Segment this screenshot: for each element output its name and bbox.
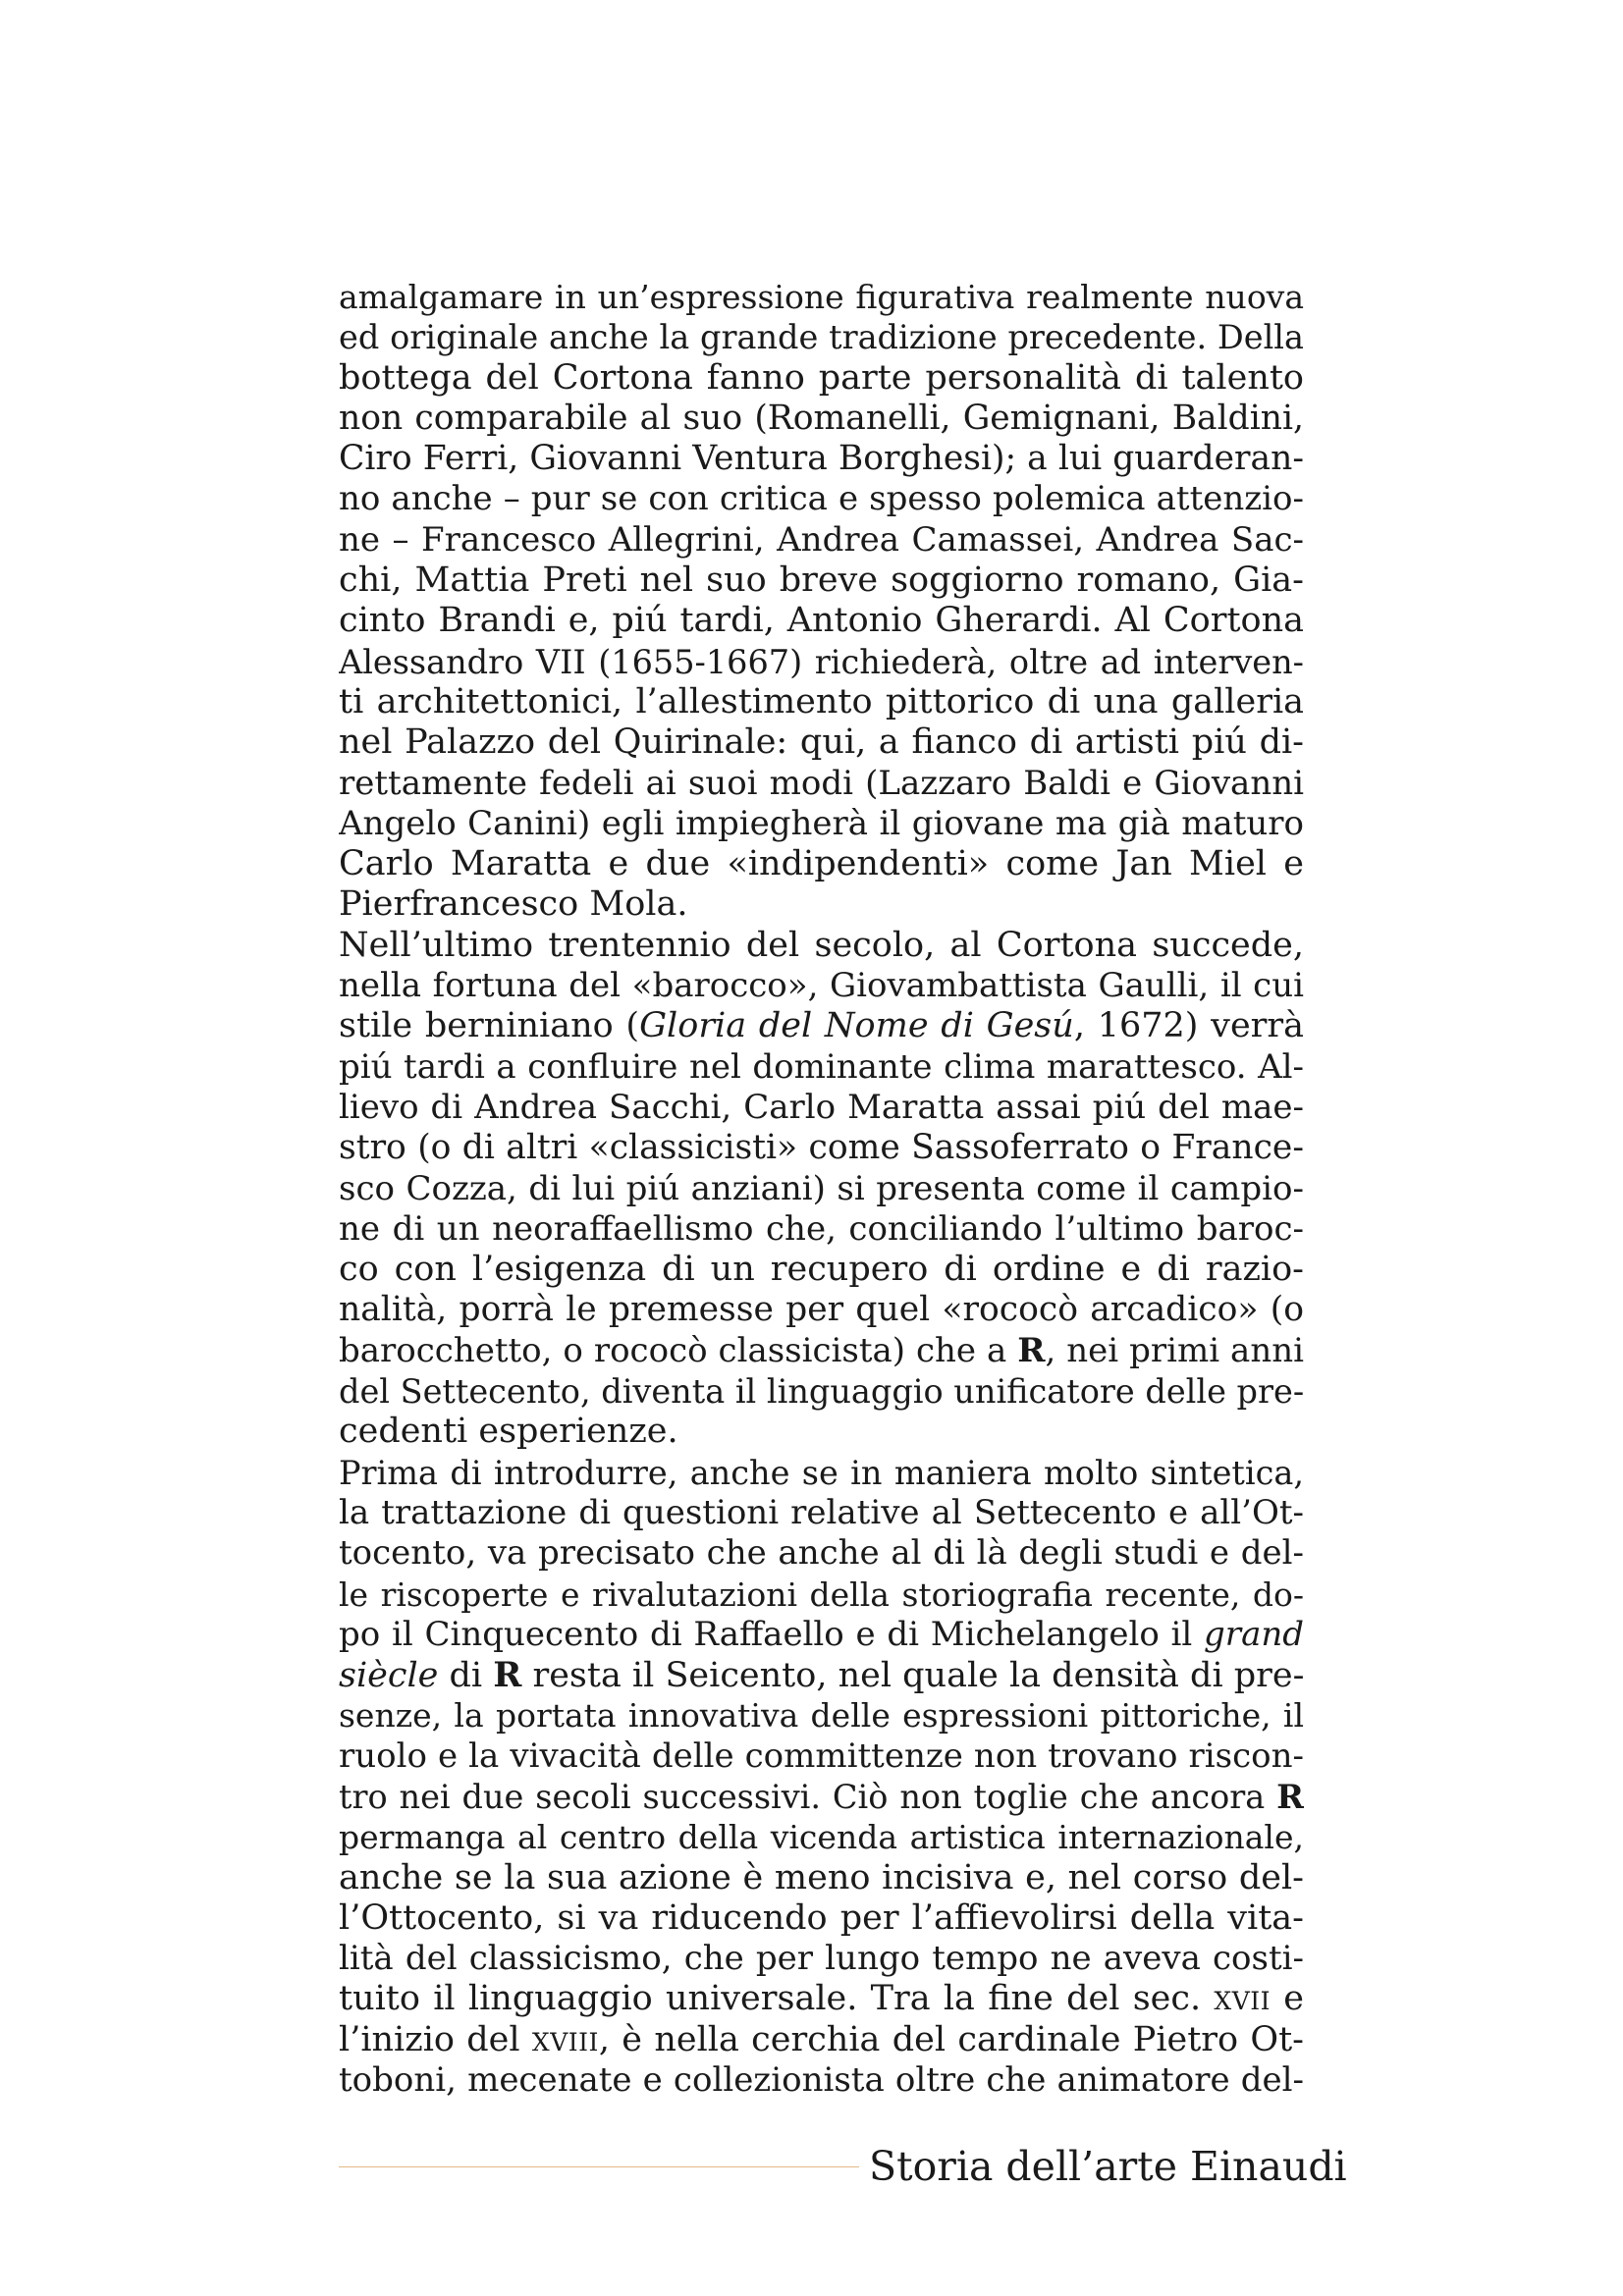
text-line: [339, 1169, 1304, 1209]
text-segment: le riscoperte e rivalutazioni della storiografia recente, do-: [339, 1575, 1304, 1614]
body-text: [339, 277, 1304, 2101]
text-line: [339, 1371, 1304, 1412]
text-segment: Angelo Canini) egli impiegherà il giovane ma già maturo: [339, 803, 1304, 843]
text-line: [339, 1006, 1304, 1046]
text-segment: di: [438, 1656, 494, 1696]
text-segment: resta il Seicento, nel quale la densità di pre-: [521, 1656, 1304, 1696]
text-line: [339, 2020, 1304, 2060]
text-segment: bottega del Cortona fanno parte personalità di talento: [339, 357, 1304, 398]
text-segment: ti architettonici, l’allestimento pittorico di una galleria: [339, 681, 1304, 721]
text-segment: nalità, porrà le premesse per quel «rococò arcadico» (o: [339, 1290, 1304, 1330]
italic-text: Gloria del Nome di Gesú: [639, 1006, 1074, 1046]
text-line: [339, 1736, 1304, 1777]
text-line: [339, 642, 1304, 682]
text-segment: tuito il linguaggio universale. Tra la fine del sec.: [339, 1979, 1215, 2019]
text-line: [339, 1412, 1304, 1452]
text-line: [339, 966, 1304, 1006]
text-line: [339, 601, 1304, 641]
text-line: [339, 1290, 1304, 1330]
text-segment: senze, la portata innovativa delle espressioni pittoriche, il: [339, 1696, 1304, 1735]
text-line: [339, 1777, 1304, 1817]
text-segment: amalgamare in un’espressione figurativa realmente nuova: [339, 278, 1304, 316]
text-segment: ne di un neoraffaellismo che, conciliando l’ultimo baroc-: [339, 1208, 1304, 1249]
text-segment: tocento, va precisato che anche al di là degli studi e del-: [339, 1533, 1304, 1574]
text-segment: Carlo Maratta e due «indipendenti» come Jan Miel e: [339, 844, 1304, 884]
text-line: [339, 926, 1304, 966]
text-line: [339, 764, 1304, 804]
text-segment: lievo di Andrea Sacchi, Carlo Maratta assai piú del mae-: [339, 1087, 1304, 1127]
text-line: [339, 1817, 1304, 1857]
text-line: [339, 1250, 1304, 1290]
text-segment: Ciro Ferri, Giovanni Ventura Borghesi); a lui guarderan-: [339, 439, 1304, 479]
text-segment: ed originale anche la grande tradizione precedente. Della: [339, 318, 1304, 357]
text-line: [339, 1047, 1304, 1088]
text-line: [339, 1209, 1304, 1250]
text-segment: chi, Mattia Preti nel suo breve soggiorno romano, Gia-: [339, 561, 1304, 601]
text-segment: tro nei due secoli successivi. Ciò non toglie che ancora: [339, 1777, 1277, 1816]
text-line: [339, 399, 1304, 439]
text-segment: cedenti esperienze.: [339, 1412, 678, 1452]
text-segment: ruolo e la vivacità delle committenze non trovano riscon-: [339, 1735, 1304, 1776]
text-line: [339, 1939, 1304, 1979]
text-segment: del Settecento, diventa il linguaggio unificatore delle pre-: [339, 1372, 1304, 1412]
text-segment: l’Ottocento, si va riducendo per l’affievolirsi della vita-: [339, 1897, 1304, 1938]
text-line: [339, 804, 1304, 844]
text-segment: toboni, mecenate e collezionista oltre che animatore del-: [339, 2060, 1304, 2101]
text-segment: sco Cozza, di lui piú anziani) si presenta come il campio-: [339, 1168, 1304, 1208]
text-segment: no anche – pur se con critica e spesso polemica attenzio-: [339, 479, 1304, 519]
text-line: [339, 1615, 1304, 1655]
text-line: [339, 1898, 1304, 1939]
text-line: [339, 439, 1304, 479]
text-segment: permanga al centro della vicenda artistica internazionale,: [339, 1818, 1304, 1857]
text-segment: stile berniniano (: [339, 1006, 640, 1046]
text-line: [339, 1533, 1304, 1574]
text-segment: po il Cinquecento di Raffaello e di Michelangelo il: [339, 1614, 1205, 1654]
small-caps-text: xviii: [531, 2019, 599, 2059]
text-line: [339, 561, 1304, 601]
text-line: [339, 1575, 1304, 1615]
small-caps-text: xvii: [1214, 1979, 1271, 2019]
text-segment: non comparabile al suo (Romanelli, Gemignani, Baldini,: [339, 398, 1304, 438]
text-segment: cinto Brandi e, piú tardi, Antonio Gherardi. Al Cortona: [339, 601, 1304, 641]
text-segment: la trattazione di questioni relative al Settecento e all’Ot-: [339, 1492, 1304, 1532]
text-line: [339, 682, 1304, 722]
text-segment: e: [1271, 1979, 1304, 2019]
text-segment: Prima di introdurre, anche se in maniera molto sintetica,: [339, 1453, 1304, 1492]
text-line: [339, 722, 1304, 763]
text-line: [339, 1655, 1304, 1695]
text-segment: , nei primi anni: [1045, 1330, 1304, 1370]
text-line: [339, 1128, 1304, 1168]
text-line: [339, 1695, 1304, 1735]
text-segment: piú tardi a confluire nel dominante clima marattesco. Al-: [339, 1046, 1304, 1087]
text-segment: Alessandro VII (1655-1667) richiederà, oltre ad interven-: [339, 642, 1304, 681]
text-segment: , è nella cerchia del cardinale Pietro Ot-: [598, 2019, 1304, 2059]
text-line: [339, 1493, 1304, 1533]
text-segment: nel Palazzo del Quirinale: qui, a fianco di artisti piú di-: [339, 722, 1304, 763]
text-segment: nella fortuna del «barocco», Giovambattista Gaulli, il cui: [339, 966, 1304, 1006]
italic-text: grand: [1204, 1614, 1304, 1654]
text-line: [339, 479, 1304, 519]
text-line: [339, 1979, 1304, 2019]
text-line: [339, 2060, 1304, 2101]
text-line: [339, 1858, 1304, 1898]
text-segment: l’inizio del: [339, 2019, 532, 2059]
text-line: [339, 1331, 1304, 1371]
text-line: [339, 277, 1304, 317]
text-segment: lità del classicismo, che per lungo tempo ne aveva costi-: [339, 1939, 1304, 1979]
bold-abbreviation: R: [1276, 1777, 1304, 1816]
text-segment: barocchetto, o rococò classicista) che a: [339, 1330, 1018, 1370]
italic-text: siècle: [339, 1656, 439, 1696]
text-line: [339, 844, 1304, 884]
text-line: [339, 884, 1304, 925]
text-line: [339, 317, 1304, 357]
text-line: [339, 1453, 1304, 1493]
bold-abbreviation: R: [493, 1655, 522, 1696]
text-segment: co con l’esigenza di un recupero di ordine e di razio-: [339, 1250, 1304, 1290]
bold-abbreviation: R: [1017, 1330, 1046, 1370]
text-segment: stro (o di altri «classicisti» come Sassoferrato o France-: [339, 1128, 1304, 1168]
text-segment: ne – Francesco Allegrini, Andrea Camassei, Andrea Sac-: [339, 519, 1304, 560]
text-segment: Nell’ultimo trentennio del secolo, al Cortona succede,: [339, 925, 1304, 965]
text-line: [339, 520, 1304, 561]
text-line: [339, 358, 1304, 399]
footer-title: Storia dell’arte Einaudi: [869, 2143, 1347, 2190]
text-segment: Pierfrancesco Mola.: [339, 884, 688, 925]
text-segment: rettamente fedeli ai suoi modi (Lazzaro Baldi e Giovanni: [339, 763, 1304, 803]
text-segment: , 1672) verrà: [1073, 1006, 1304, 1046]
text-segment: anche se la sua azione è meno incisiva e, nel corso del-: [339, 1857, 1304, 1897]
footer-rule: [339, 2166, 859, 2167]
text-line: [339, 1088, 1304, 1128]
